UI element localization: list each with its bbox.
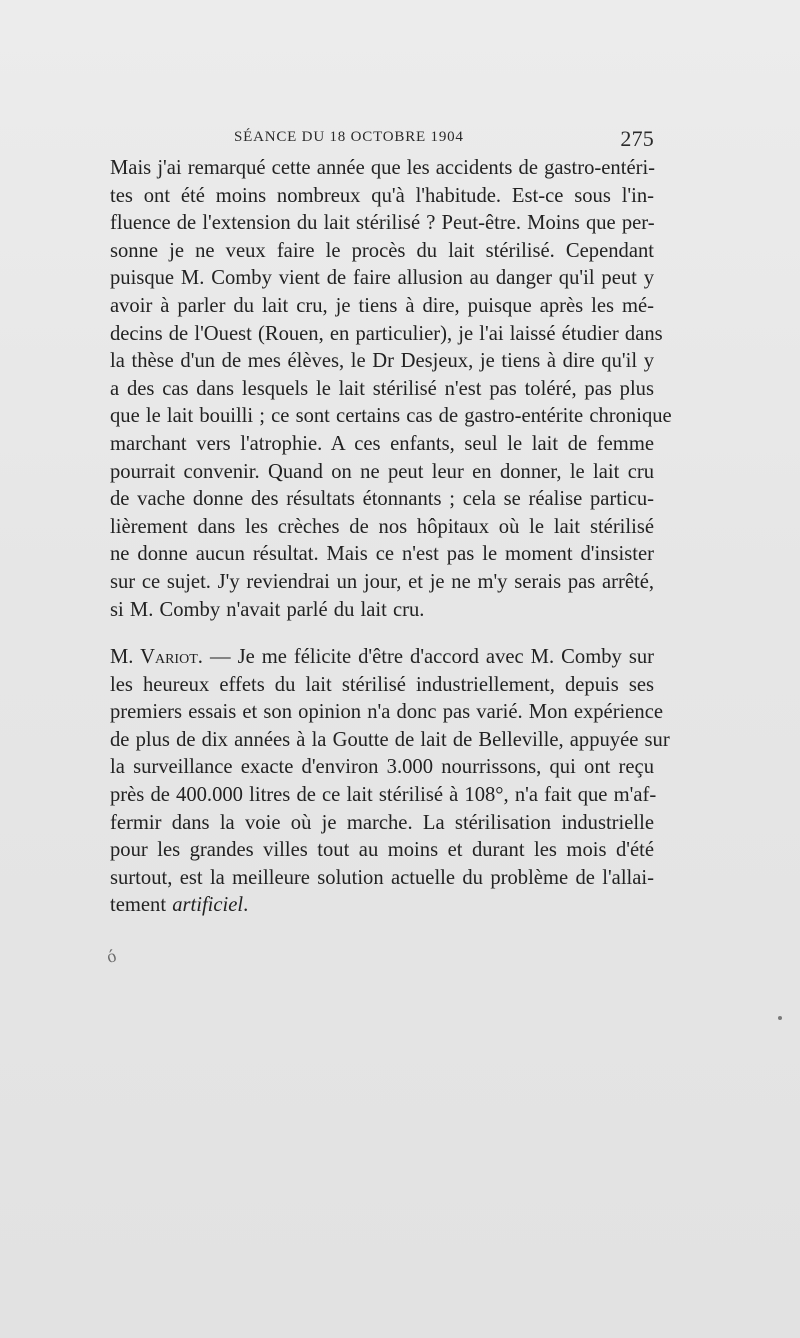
- text-line: pour les grandes villes tout au moins et durant les mois d'été: [110, 839, 654, 862]
- text-line: la thèse d'un de mes élèves, le Dr Desjeux, je tiens à dire qu'il y: [110, 350, 654, 373]
- text-line: fluence de l'extension du lait stérilisé ? Peut-être. Moins que per-: [110, 212, 655, 235]
- text-line: decins de l'Ouest (Rouen, en particulier), je l'ai laissé étudier dans: [110, 322, 663, 345]
- text-line: surtout, est la meilleure solution actuelle du problème de l'allai-: [110, 866, 654, 889]
- text-line: tes ont été moins nombreux qu'à l'habitude. Est-ce sous l'in-: [110, 184, 654, 207]
- text-line-final: [110, 892, 654, 920]
- text-line: de vache donne des résultats étonnants ; cela se réalise particu-: [110, 488, 654, 511]
- final-line-end: .: [243, 894, 249, 917]
- text-line: sur ce sujet. J'y reviendrai un jour, et je ne m'y serais pas arrêté,: [110, 570, 654, 593]
- paragraph-1: [110, 155, 672, 624]
- text-line: premiers essais et son opinion n'a donc pas varié. Mon expérience: [110, 701, 663, 724]
- text-line: de plus de dix années à la Goutte de lait de Belleville, appuyée sur: [110, 728, 670, 751]
- text-line: pourrait convenir. Quand on ne peut leur en donner, le lait cru: [110, 460, 654, 483]
- text-line: Mais j'ai remarqué cette année que les accidents de gastro-entéri-: [110, 157, 656, 179]
- text-line: la surveillance exacte d'environ 3.000 nourrissons, qui ont reçu: [110, 756, 654, 779]
- paragraph-2: [110, 644, 670, 920]
- text-line: ne donne aucun résultat. Mais ce n'est pas le moment d'insister: [110, 543, 654, 566]
- final-line-start: tement: [110, 894, 173, 917]
- italic-word: artificiel: [172, 894, 244, 917]
- speaker-name: M. Variot.: [110, 646, 203, 668]
- text-line: fermir dans la voie où je marche. La stérilisation industrielle: [110, 811, 654, 834]
- text-line: près de 400.000 litres de ce lait stérilisé à 108°, n'a fait que m'af-: [110, 783, 657, 806]
- text-line: si M. Comby n'avait parlé du lait cru.: [110, 598, 425, 621]
- stray-ink-mark: ó: [104, 945, 119, 967]
- text-line: a des cas dans lesquels le lait stérilisé n'est pas toléré, pas plus: [110, 377, 654, 400]
- text-line: lièrement dans les crèches de nos hôpitaux où le lait stérilisé: [110, 515, 654, 538]
- text-line: avoir à parler du lait cru, je tiens à dire, puisque après les mé-: [110, 294, 654, 317]
- text-line-speaker: [110, 644, 654, 672]
- text-line: que le lait bouilli ; ce sont certains cas de gastro-entérite chronique: [110, 405, 672, 428]
- text-line: puisque M. Comby vient de faire allusion au danger qu'il peut y: [110, 267, 654, 290]
- page-number: 275: [620, 126, 654, 151]
- running-header: [110, 126, 654, 154]
- text-line: sonne je ne veux faire le procès du lait stérilisé. Cependant: [110, 239, 654, 262]
- header-title: SÉANCE DU 18 OCTOBRE 1904: [234, 129, 464, 145]
- text-line: marchant vers l'atrophie. A ces enfants, seul le lait de femme: [110, 432, 654, 455]
- text-line: les heureux effets du lait stérilisé industriellement, depuis ses: [110, 673, 654, 696]
- paper-speck: [778, 1016, 782, 1020]
- speaker-line-text: — Je me félicite d'être d'accord avec M. Comby sur: [202, 646, 654, 668]
